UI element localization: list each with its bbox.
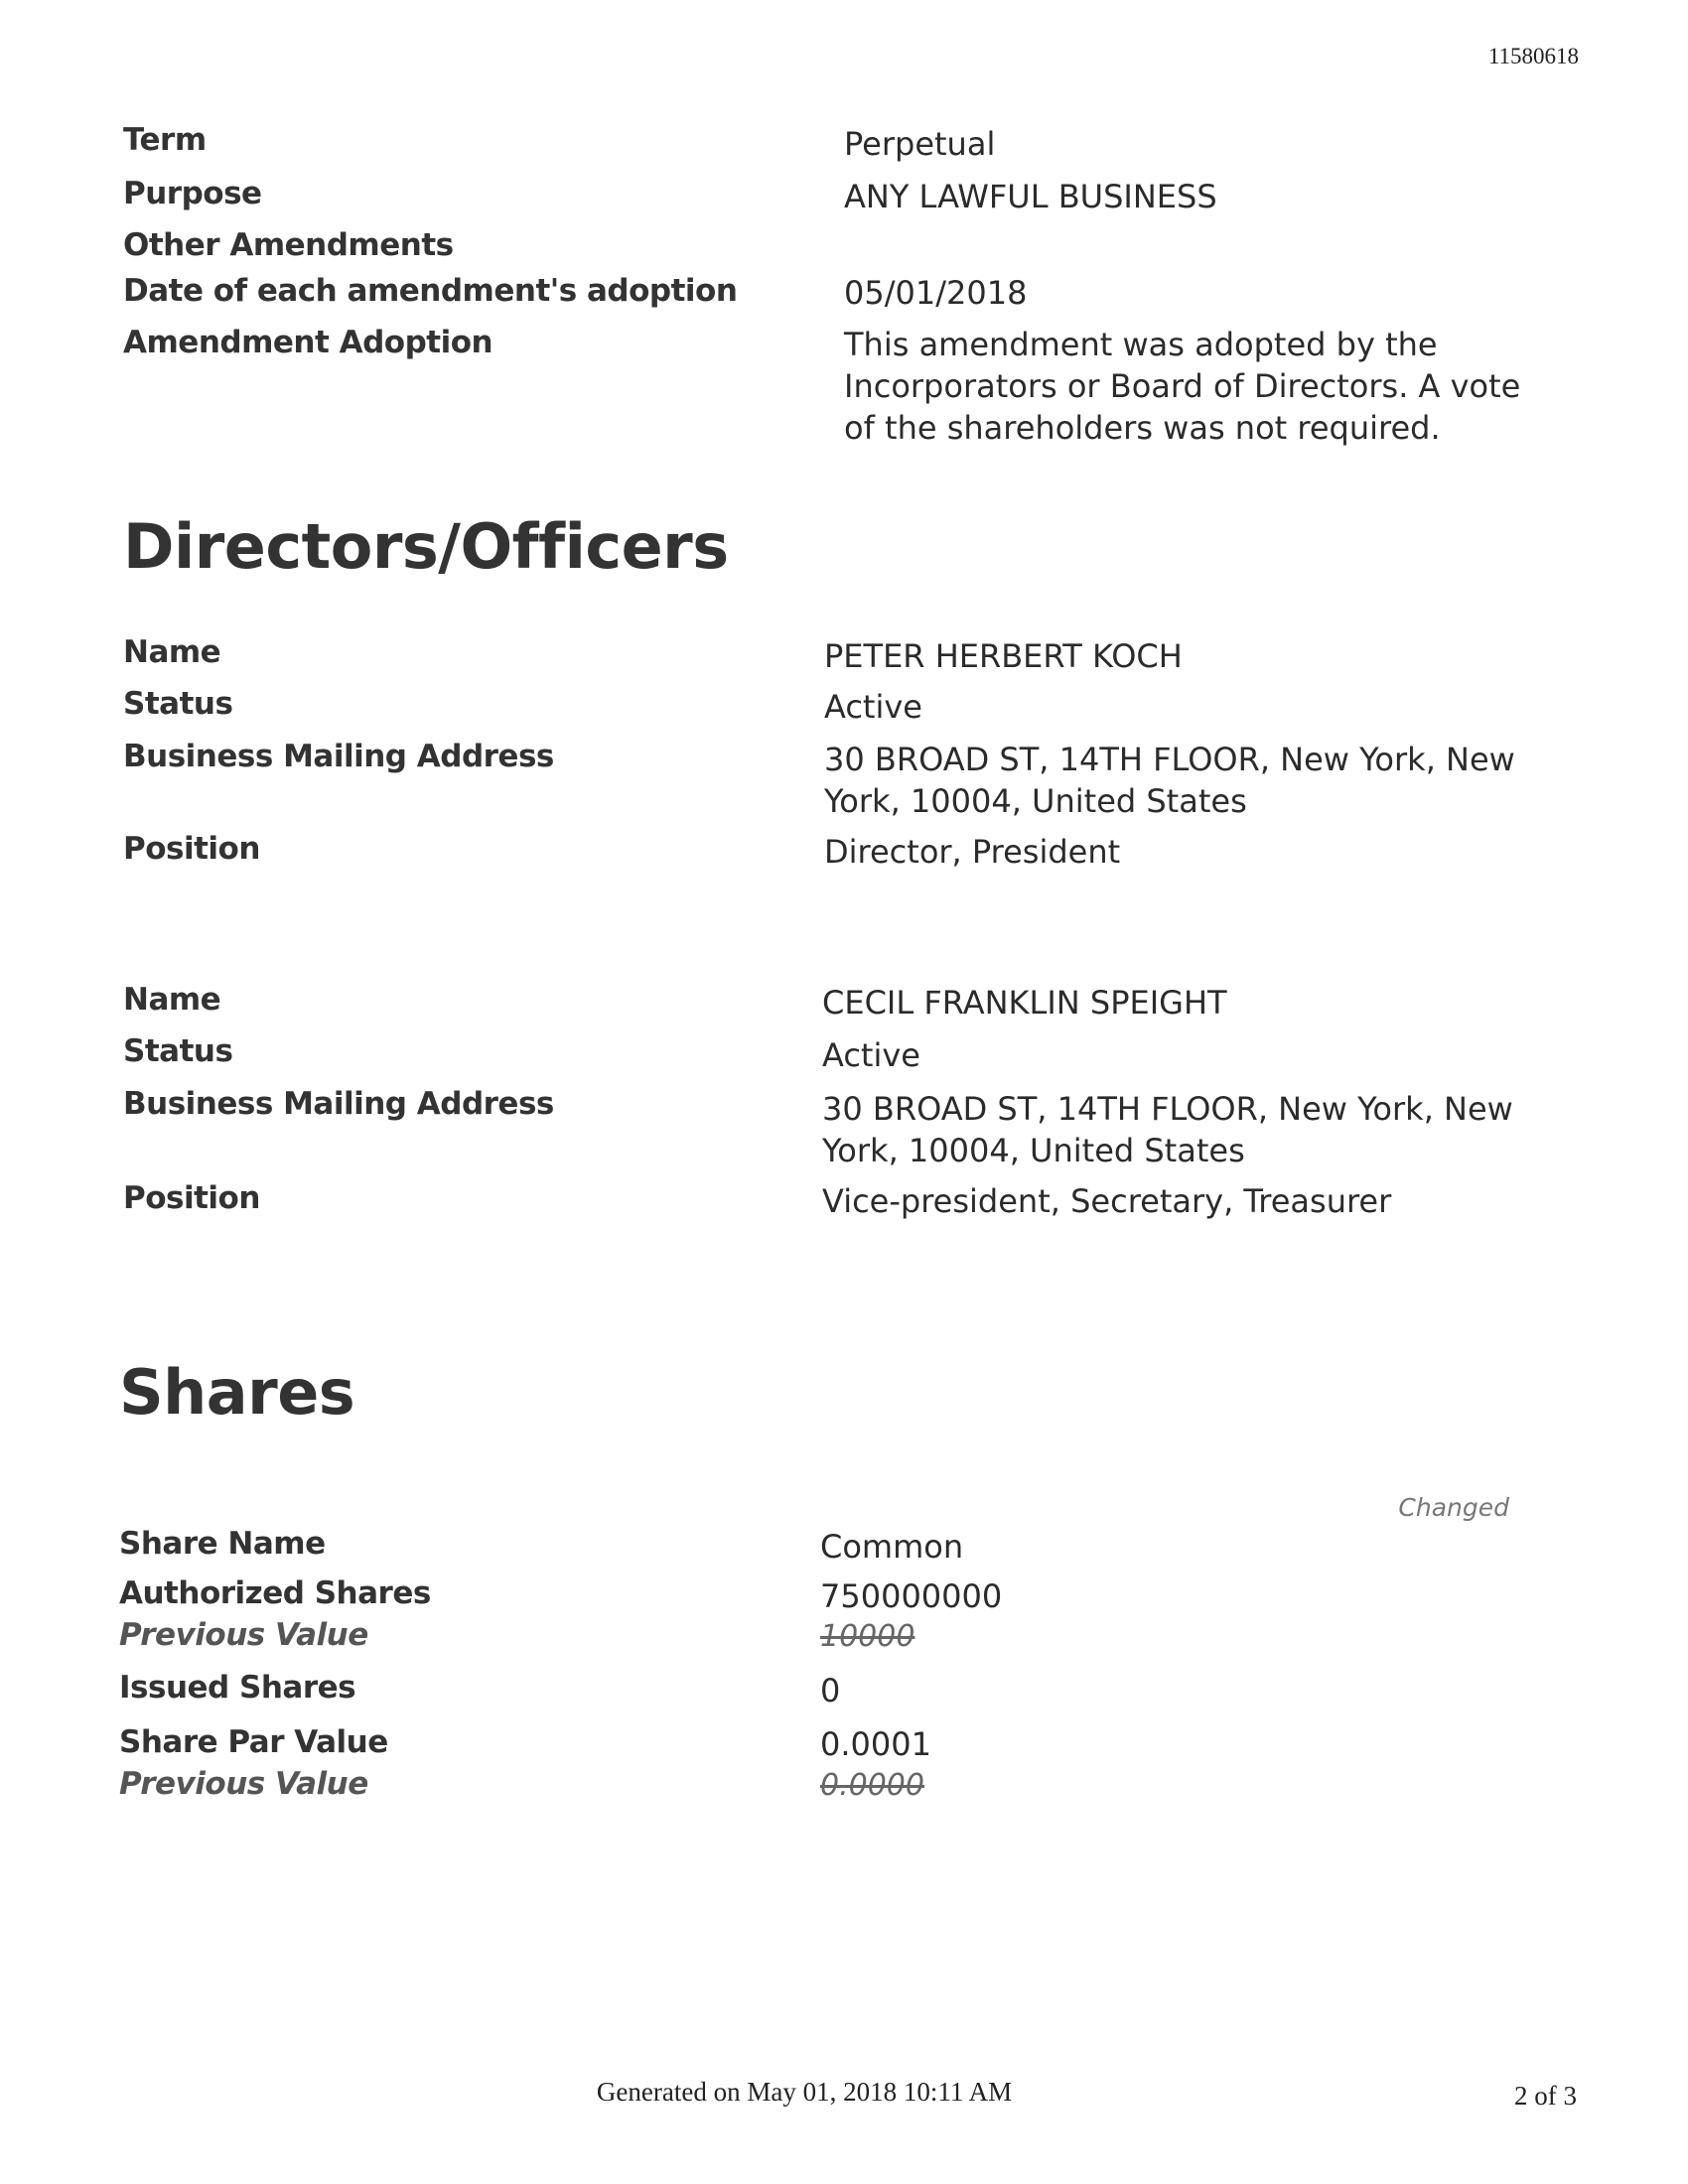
par-value: 0.0001 <box>820 1725 931 1763</box>
person-2-position-label: Position <box>123 1180 260 1216</box>
directors-heading: Directors/Officers <box>123 510 729 583</box>
person-2-status: Active <box>822 1036 920 1074</box>
document-id: 11580618 <box>1487 44 1579 68</box>
person-1-name: PETER HERBERT KOCH <box>824 637 1183 675</box>
page-number: 2 of 3 <box>1514 2081 1577 2111</box>
purpose-value: ANY LAWFUL BUSINESS <box>844 178 1217 215</box>
amendment-adoption-label: Amendment Adoption <box>123 325 493 360</box>
person-1-address-label: Business Mailing Address <box>123 739 554 774</box>
share-name-label: Share Name <box>119 1526 326 1562</box>
person-2-position: Vice-president, Secretary, Treasurer <box>822 1182 1392 1220</box>
person-1-address: 30 BROAD ST, 14TH FLOOR, New York, New York, 10004, United States <box>824 741 1515 820</box>
changed-note: Changed <box>1398 1493 1509 1522</box>
person-1-position: Director, President <box>824 833 1121 871</box>
authorized-shares-value: 750000000 <box>820 1577 1003 1615</box>
person-1-name-label: Name <box>123 634 221 670</box>
other-amendments-label: Other Amendments <box>123 227 454 263</box>
person-1-status: Active <box>824 688 922 726</box>
authorized-previous-label: Previous Value <box>119 1617 368 1653</box>
purpose-label: Purpose <box>123 176 262 211</box>
authorized-shares-label: Authorized Shares <box>119 1575 431 1611</box>
person-2-address-label: Business Mailing Address <box>123 1086 554 1122</box>
issued-shares-label: Issued Shares <box>119 1670 356 1706</box>
amendment-adoption-value: This amendment was adopted by the Incorporators or Board of Directors. A vote of the shareholders was not required. <box>844 326 1521 447</box>
person-1-status-label: Status <box>123 686 233 722</box>
person-2-name-label: Name <box>123 982 221 1018</box>
par-previous-label: Previous Value <box>119 1766 368 1802</box>
person-2-name: CECIL FRANKLIN SPEIGHT <box>822 984 1227 1022</box>
person-2-status-label: Status <box>123 1033 233 1069</box>
amendment-date-label: Date of each amendment's adoption <box>123 273 738 309</box>
person-2-address: 30 BROAD ST, 14TH FLOOR, New York, New York, 10004, United States <box>822 1090 1513 1169</box>
amendment-date-value: 05/01/2018 <box>844 274 1028 312</box>
term-label: Term <box>123 122 207 158</box>
issued-shares-value: 0 <box>820 1672 841 1709</box>
shares-heading: Shares <box>119 1356 355 1429</box>
par-previous-value: 0.0000 <box>820 1768 924 1803</box>
par-value-label: Share Par Value <box>119 1724 388 1760</box>
person-1-position-label: Position <box>123 831 260 867</box>
share-name-value: Common <box>820 1528 964 1566</box>
term-value: Perpetual <box>844 125 996 163</box>
generated-timestamp: Generated on May 01, 2018 10:11 AM <box>596 2077 1013 2107</box>
authorized-previous-value: 10000 <box>820 1619 915 1654</box>
